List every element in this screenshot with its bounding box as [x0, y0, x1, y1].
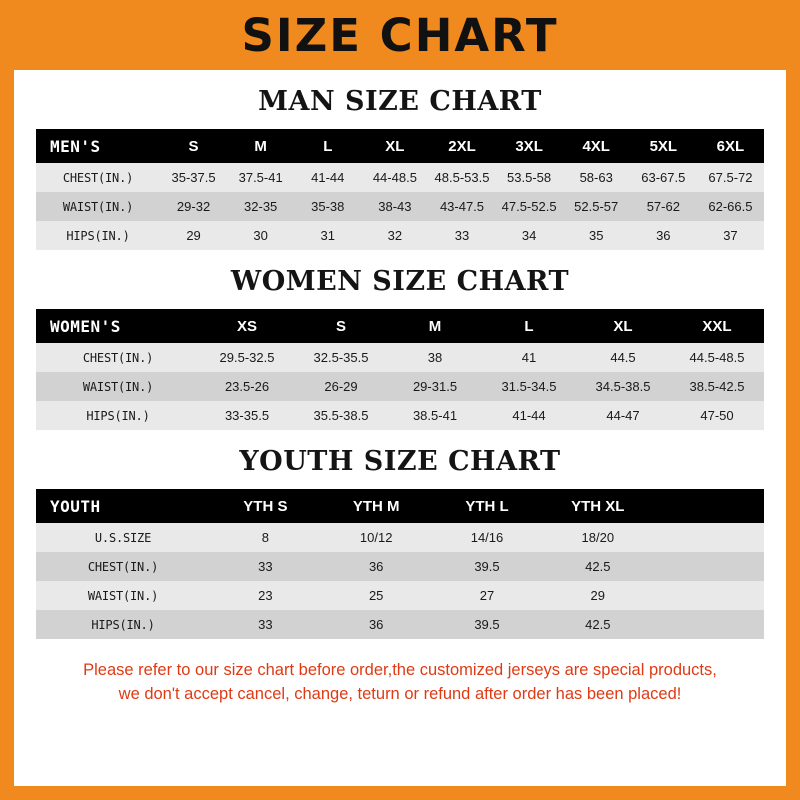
youth-waist-empty	[653, 581, 764, 610]
footer-note	[14, 653, 786, 707]
footer-line-1: Please refer to our size chart before order,the customized jerseys are special products,	[83, 661, 717, 679]
men-waist-xl: 38-43	[361, 192, 428, 221]
youth-waist-l: 27	[432, 581, 543, 610]
men-chest-5xl: 63-67.5	[630, 163, 697, 192]
men-chest-m: 37.5-41	[227, 163, 294, 192]
youth-hips-l: 39.5	[432, 610, 543, 639]
section-title-women: WOMEN SIZE CHART	[230, 266, 570, 297]
men-table-head	[36, 129, 764, 163]
youth-waist-s: 23	[210, 581, 321, 610]
youth-chest-s: 33	[210, 552, 321, 581]
men-waist-3xl: 47.5-52.5	[496, 192, 563, 221]
men-hips-3xl: 34	[496, 221, 563, 250]
women-col-xs: XS	[200, 309, 294, 343]
youth-waist-m: 25	[321, 581, 432, 610]
men-chest-xl: 44-48.5	[361, 163, 428, 192]
section-title-men: MAN SIZE CHART	[258, 86, 542, 117]
bottom-accent-strip	[0, 786, 800, 800]
table-row	[36, 163, 764, 192]
men-hips-m: 30	[227, 221, 294, 250]
men-waist-4xl: 52.5-57	[563, 192, 630, 221]
men-col-3xl: 3XL	[496, 129, 563, 163]
youth-ussize-s: 8	[210, 523, 321, 552]
youth-row-label-waist: WAIST(IN.)	[36, 581, 210, 610]
women-col-xxl: XXL	[670, 309, 764, 343]
youth-col-empty	[653, 489, 764, 523]
youth-chest-l: 39.5	[432, 552, 543, 581]
men-hips-xl: 32	[361, 221, 428, 250]
youth-ussize-m: 10/12	[321, 523, 432, 552]
table-row	[36, 552, 764, 581]
youth-ussize-xl: 18/20	[542, 523, 653, 552]
men-size-table	[36, 129, 764, 250]
youth-chest-xl: 42.5	[542, 552, 653, 581]
women-row-label-hips: HIPS(IN.)	[36, 401, 200, 430]
women-hips-l: 41-44	[482, 401, 576, 430]
table-row	[36, 343, 764, 372]
youth-table-body	[36, 523, 764, 639]
youth-col-l: YTH L	[432, 489, 543, 523]
youth-chest-empty	[653, 552, 764, 581]
youth-col-xl: YTH XL	[542, 489, 653, 523]
men-chest-6xl: 67.5-72	[697, 163, 764, 192]
men-waist-5xl: 57-62	[630, 192, 697, 221]
women-col-l: L	[482, 309, 576, 343]
women-chest-m: 38	[388, 343, 482, 372]
women-size-table	[36, 309, 764, 430]
table-header-row	[36, 489, 764, 523]
banner	[0, 0, 800, 70]
youth-ussize-l: 14/16	[432, 523, 543, 552]
men-waist-2xl: 43-47.5	[428, 192, 495, 221]
youth-corner-label: YOUTH	[36, 489, 210, 523]
youth-row-label-ussize: U.S.SIZE	[36, 523, 210, 552]
women-waist-xs: 23.5-26	[200, 372, 294, 401]
table-row	[36, 401, 764, 430]
women-chest-xl: 44.5	[576, 343, 670, 372]
section-title-youth: YOUTH SIZE CHART	[239, 446, 561, 477]
women-table-head	[36, 309, 764, 343]
women-table-body	[36, 343, 764, 430]
table-row	[36, 581, 764, 610]
men-hips-2xl: 33	[428, 221, 495, 250]
youth-hips-empty	[653, 610, 764, 639]
men-waist-l: 35-38	[294, 192, 361, 221]
women-col-xl: XL	[576, 309, 670, 343]
women-row-label-chest: CHEST(IN.)	[36, 343, 200, 372]
men-hips-4xl: 35	[563, 221, 630, 250]
youth-col-m: YTH M	[321, 489, 432, 523]
section-women	[14, 266, 786, 430]
men-col-6xl: 6XL	[697, 129, 764, 163]
table-row	[36, 372, 764, 401]
youth-hips-m: 36	[321, 610, 432, 639]
youth-size-table	[36, 489, 764, 639]
women-chest-xs: 29.5-32.5	[200, 343, 294, 372]
youth-ussize-empty	[653, 523, 764, 552]
youth-row-label-chest: CHEST(IN.)	[36, 552, 210, 581]
men-hips-6xl: 37	[697, 221, 764, 250]
women-col-s: S	[294, 309, 388, 343]
men-hips-s: 29	[160, 221, 227, 250]
women-waist-s: 26-29	[294, 372, 388, 401]
table-row	[36, 610, 764, 639]
men-waist-s: 29-32	[160, 192, 227, 221]
youth-hips-xl: 42.5	[542, 610, 653, 639]
men-col-l: L	[294, 129, 361, 163]
youth-table-head	[36, 489, 764, 523]
women-corner-label: WOMEN'S	[36, 309, 200, 343]
women-hips-xl: 44-47	[576, 401, 670, 430]
men-col-2xl: 2XL	[428, 129, 495, 163]
men-chest-l: 41-44	[294, 163, 361, 192]
women-waist-l: 31.5-34.5	[482, 372, 576, 401]
youth-chest-m: 36	[321, 552, 432, 581]
men-col-xl: XL	[361, 129, 428, 163]
men-hips-l: 31	[294, 221, 361, 250]
men-row-label-hips: HIPS(IN.)	[36, 221, 160, 250]
women-waist-xxl: 38.5-42.5	[670, 372, 764, 401]
men-chest-s: 35-37.5	[160, 163, 227, 192]
table-row	[36, 192, 764, 221]
women-chest-l: 41	[482, 343, 576, 372]
youth-waist-xl: 29	[542, 581, 653, 610]
table-row	[36, 221, 764, 250]
women-hips-xs: 33-35.5	[200, 401, 294, 430]
women-hips-xxl: 47-50	[670, 401, 764, 430]
youth-col-s: YTH S	[210, 489, 321, 523]
men-chest-3xl: 53.5-58	[496, 163, 563, 192]
table-header-row	[36, 309, 764, 343]
footer-line-2: we don't accept cancel, change, teturn or refund after order has been placed!	[118, 684, 682, 703]
table-header-row	[36, 129, 764, 163]
men-chest-2xl: 48.5-53.5	[428, 163, 495, 192]
men-waist-6xl: 62-66.5	[697, 192, 764, 221]
men-col-4xl: 4XL	[563, 129, 630, 163]
section-men	[14, 86, 786, 250]
men-col-5xl: 5XL	[630, 129, 697, 163]
youth-hips-s: 33	[210, 610, 321, 639]
men-corner-label: MEN'S	[36, 129, 160, 163]
men-hips-5xl: 36	[630, 221, 697, 250]
section-youth	[14, 446, 786, 639]
youth-row-label-hips: HIPS(IN.)	[36, 610, 210, 639]
women-hips-s: 35.5-38.5	[294, 401, 388, 430]
men-table-body	[36, 163, 764, 250]
table-row	[36, 523, 764, 552]
women-row-label-waist: WAIST(IN.)	[36, 372, 200, 401]
women-waist-xl: 34.5-38.5	[576, 372, 670, 401]
men-row-label-waist: WAIST(IN.)	[36, 192, 160, 221]
women-col-m: M	[388, 309, 482, 343]
women-chest-xxl: 44.5-48.5	[670, 343, 764, 372]
men-waist-m: 32-35	[227, 192, 294, 221]
men-col-m: M	[227, 129, 294, 163]
men-row-label-chest: CHEST(IN.)	[36, 163, 160, 192]
women-waist-m: 29-31.5	[388, 372, 482, 401]
men-col-s: S	[160, 129, 227, 163]
men-chest-4xl: 58-63	[563, 163, 630, 192]
page-title: SIZE CHART	[241, 8, 559, 62]
women-hips-m: 38.5-41	[388, 401, 482, 430]
women-chest-s: 32.5-35.5	[294, 343, 388, 372]
